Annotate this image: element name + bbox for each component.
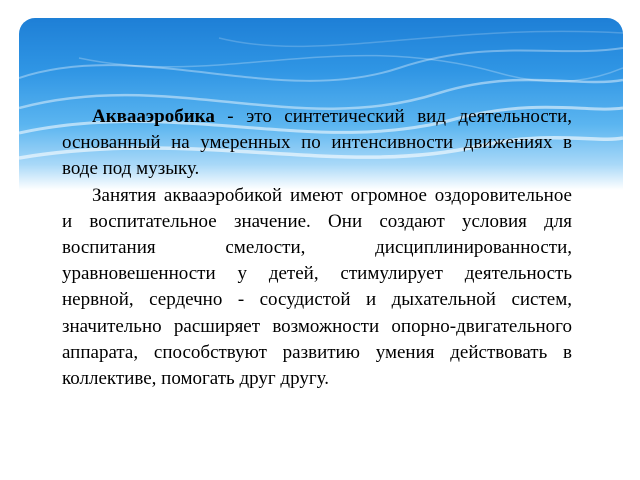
- term-aquaaerobics: Аквааэробика: [92, 106, 215, 127]
- paragraph-definition: [62, 104, 572, 183]
- body-text: [62, 104, 572, 392]
- paragraph-benefits: Занятия аквааэробикой имеют огромное оздоровительное и воспитательное значение. Они создают условия для воспитания смелости, дисциплинированности, уравновешенности у детей, стимулирует деятельность нервной, сердечно - сосудистой и дыхательной систем, значительно расширяет возможности опорно-двигательного аппарата, способствуют развитию умения действовать в коллективе, помогать друг другу.: [62, 184, 572, 390]
- definition-text: - это синтетический вид деятельности, основанный на умеренных по интенсивности движениях в воде под музыку.: [62, 106, 572, 180]
